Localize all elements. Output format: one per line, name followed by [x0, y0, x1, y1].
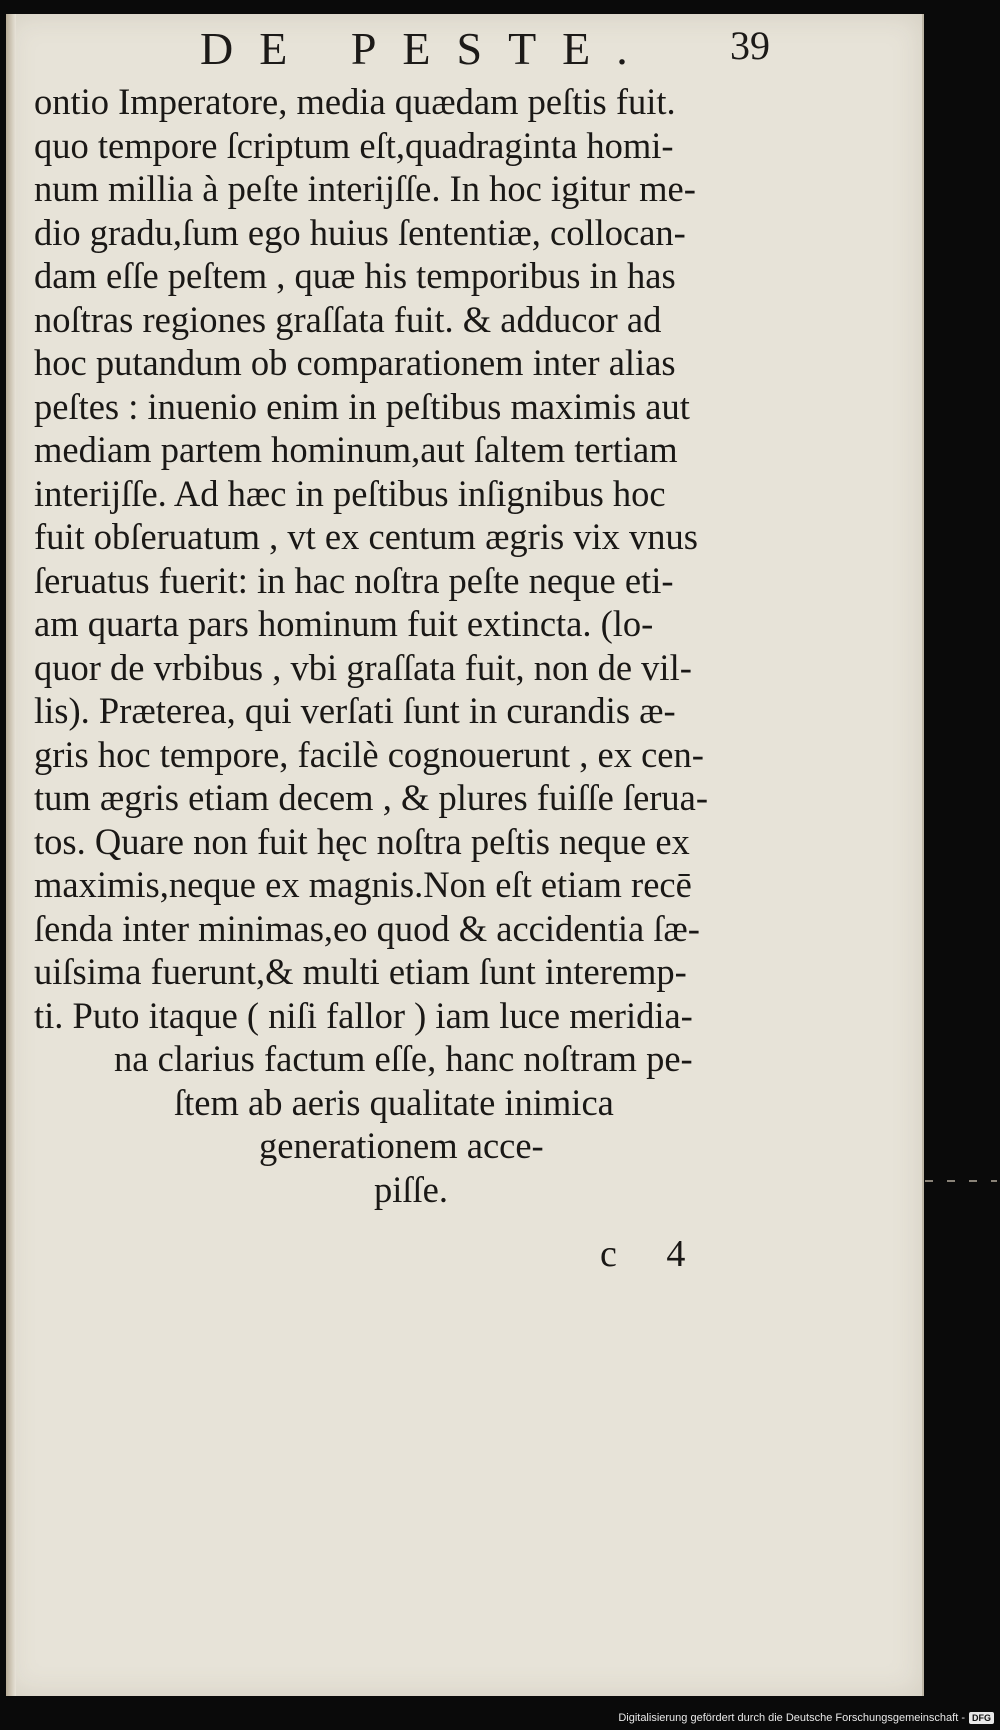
text-line: hoc putandum ob comparationem inter alias — [34, 342, 676, 383]
page-edge — [6, 14, 16, 1696]
body-text — [34, 80, 794, 1211]
text-line: uiſsima fuerunt,& multi etiam ſunt interemp- — [34, 951, 687, 992]
text-line: fuit obſeruatum , vt ex centum ægris vix vnus — [34, 516, 699, 557]
text-line: quor de vrbibus , vbi graſſata fuit, non de vil- — [34, 646, 692, 688]
text-line: tos. Quare non fuit hęc noſtra peſtis neque ex — [34, 820, 690, 862]
text-line: maximis,neque ex magnis.Non eſt etiam recē — [34, 864, 692, 905]
credit-text: Digitalisierung gefördert durch die Deutsche Forschungsgemeinschaft - — [618, 1712, 965, 1724]
text-line: num millia à peſte interijſſe. In hoc igitur me- — [34, 168, 696, 209]
text-line: am quarta pars hominum fuit extincta. (lo- — [34, 603, 654, 644]
text-line: ſenda inter minimas,eo quod & accidentia ſæ- — [34, 907, 700, 949]
text-line: dio gradu,ſum ego huius ſententiæ, collocan- — [34, 211, 686, 253]
page-edge-dashes — [925, 1180, 997, 1182]
text-line: mediam partem hominum,aut ſaltem tertiam — [34, 429, 678, 470]
text-line: ti. Puto itaque ( niſi fallor ) iam luce meridia- — [34, 994, 693, 1036]
text-line: peſtes : inuenio enim in peſtibus maximis aut — [34, 385, 690, 427]
dfg-logo: DFG — [969, 1712, 994, 1724]
running-head: DE PESTE. — [200, 23, 654, 74]
tail-line: piſſe. — [374, 1168, 448, 1210]
text-line: gris hoc tempore, facilè cognouerunt , ex cen- — [34, 733, 704, 775]
signature-mark: c 4 — [600, 1233, 706, 1275]
text-line: interijſſe. Ad hæc in peſtibus inſignibus hoc — [34, 472, 666, 514]
text-line: quo tempore ſcriptum eſt,quadraginta homi- — [34, 124, 674, 166]
text-line: dam eſſe peſtem , quæ his temporibus in has — [34, 255, 676, 296]
page-number: 39 — [730, 23, 770, 68]
text-line: lis). Præterea, qui verſati ſunt in curandis æ- — [34, 690, 676, 731]
tail-line: na clarius factum eſſe, hanc noſtram pe- — [114, 1038, 693, 1079]
text-line: tum ægris etiam decem , & plures fuiſſe ſerua- — [34, 777, 709, 818]
text-line: noſtras regiones graſſata fuit. & adducor ad — [34, 298, 662, 340]
tail-line: ſtem ab aeris qualitate inimica — [174, 1081, 614, 1123]
text-line: ontio Imperatore, media quædam peſtis fuit. — [34, 81, 676, 122]
digitization-credit — [618, 1709, 994, 1727]
text-line: ſeruatus fuerit: in hac noſtra peſte neque eti- — [34, 559, 674, 601]
tail-line: generationem acce- — [259, 1125, 544, 1166]
